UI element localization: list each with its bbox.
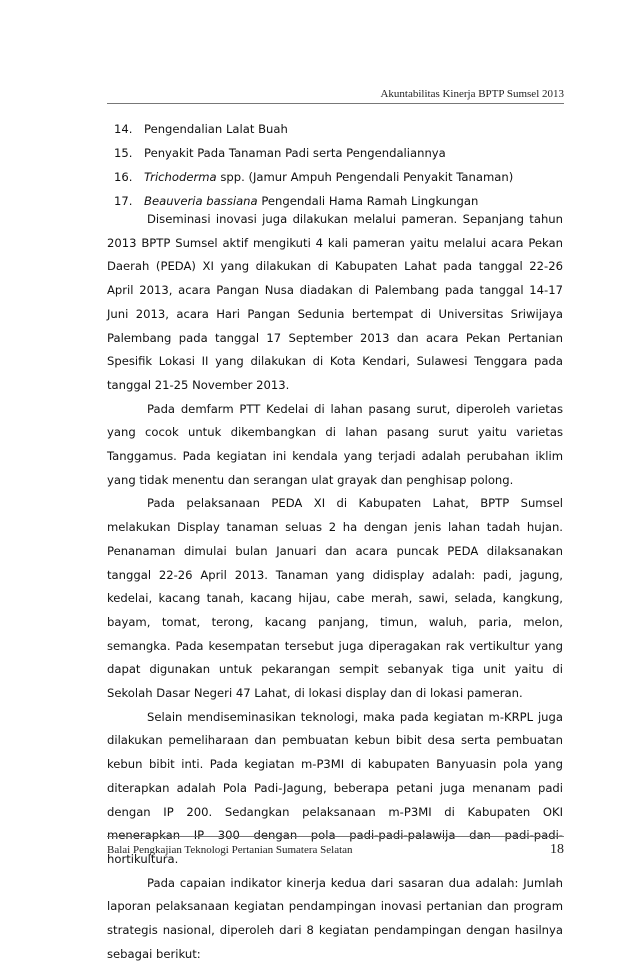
list-item-text [144, 146, 446, 160]
list-item-text [144, 194, 478, 208]
paragraph-mkrpl: Selain mendiseminasikan teknologi, maka pada kegiatan m-KRPL juga dilakukan pemeliharaan dan pembuatan kebun bibit desa serta pembuatan kebun bibit inti. Pada kegiatan m-P3MI di kabupaten Banyuasin pola yang diterapkan adalah Pola Padi-Jagung, beberapa petani juga menanam padi dengan IP 200. Sedangkan pelaksanaan m-P3MI di Kabupaten OKI menerapkan IP 300 dengan pola padi-padi-palawija dan padi-padi-hortikultura. [107, 709, 563, 866]
list-item-italic: Trichoderma [144, 170, 217, 184]
list-item-number: 15. [114, 146, 133, 160]
paragraph-demfarm: Pada demfarm PTT Kedelai di lahan pasang surut, diperoleh varietas yang cocok untuk dikembangkan di lahan pasang surut yaitu varietas Tanggamus. Pada kegiatan ini kendala yang terjadi adalah perubahan iklim yang tidak menentu dan serangan ulat grayak dan penghisap polong. [107, 401, 563, 487]
page-number: 18 [550, 842, 564, 857]
list-item-number: 14. [114, 122, 133, 136]
list-item-label: Penyakit Pada Tanaman Padi serta Pengendaliannya [144, 146, 446, 160]
footer-divider [107, 836, 564, 837]
paragraph-exhibitions: Diseminasi inovasi juga dilakukan melalui pameran. Sepanjang tahun 2013 BPTP Sumsel aktif mengikuti 4 kali pameran yaitu melalui acara Pekan Daerah (PEDA) XI yang dilakukan di Kabupaten Lahat pada tanggal 22-26 April 2013, acara Pangan Nusa diadakan di Palembang pada tanggal 14-17 Juni 2013, acara Hari Pangan Sedunia bertempat di Universitas Sriwijaya Palembang pada tanggal 17 September 2013 dan acara Pekan Pertanian Spesifik Lokasi II yang dilakukan di Kota Kendari, Sulawesi Tenggara pada tanggal 21-25 November 2013. [107, 212, 563, 392]
footer-institution: Balai Pengkajian Teknologi Pertanian Sumatera Selatan [107, 844, 353, 856]
list-item-label: Pengendalian Lalat Buah [144, 122, 288, 136]
list-item [114, 141, 574, 165]
list-item-number: 17. [114, 194, 133, 208]
running-header: Akuntabilitas Kinerja BPTP Sumsel 2013 [380, 88, 564, 100]
paragraph-indicator: Pada capaian indikator kinerja kedua dari sasaran dua adalah: Jumlah laporan pelaksanaan kegiatan pendampingan inovasi pertanian dan program strategis nasional, diperoleh dari 8 kegiatan pendampingan dengan hasilnya sebagai berikut: [107, 875, 563, 961]
list-item-text [144, 122, 288, 136]
list-item [114, 117, 574, 141]
numbered-list [114, 117, 574, 213]
list-item-italic: Beauveria bassiana [144, 194, 258, 208]
list-item-label: Pengendali Hama Ramah Lingkungan [257, 194, 479, 208]
list-item-label: spp. (Jamur Ampuh Pengendali Penyakit Tanaman) [216, 170, 514, 184]
paragraph-peda-display: Pada pelaksanaan PEDA XI di Kabupaten Lahat, BPTP Sumsel melakukan Display tanaman seluas 2 ha dengan jenis lahan tadah hujan. Penanaman dimulai bulan Januari dan acara puncak PEDA dilaksanakan tanggal 22-26 April 2013. Tanaman yang didisplay adalah: padi, jagung, kedelai, kacang tanah, kacang hijau, cabe merah, sawi, selada, kangkung, bayam, tomat, terong, kacang panjang, timun, waluh, paria, melon, semangka. Pada kesempatan tersebut juga diperagakan rak vertikultur yang dapat digunakan untuk pekarangan sempit sebanyak tiga unit yaitu di Sekolah Dasar Negeri 47 Lahat, di lokasi display dan di lokasi pameran. [107, 496, 563, 701]
list-item-number: 16. [114, 170, 133, 184]
header-divider [107, 103, 564, 104]
list-item [114, 165, 574, 189]
list-item-text [144, 170, 513, 184]
